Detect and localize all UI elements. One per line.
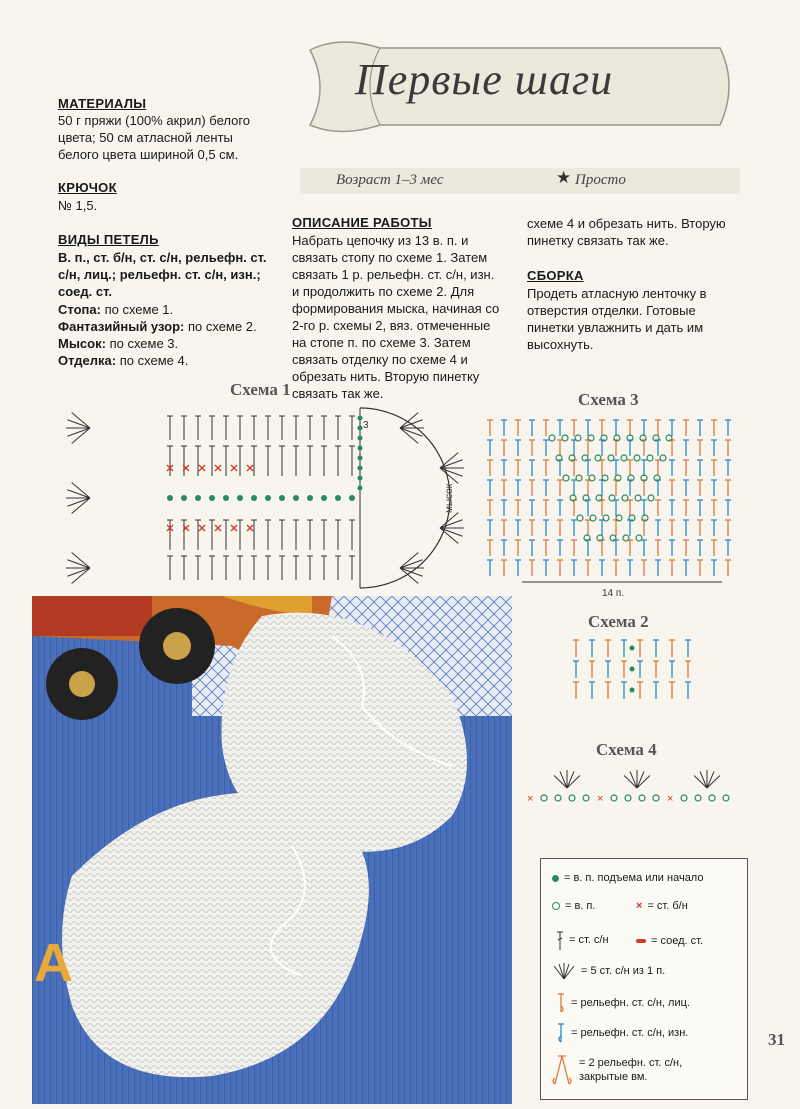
chain-circle <box>563 475 569 481</box>
chain-circle <box>589 475 595 481</box>
legend-row <box>556 1022 688 1044</box>
chain-dot <box>167 495 173 501</box>
chain-circle <box>549 435 555 441</box>
back-post-icon <box>556 1022 566 1044</box>
fan-stitch <box>72 428 90 443</box>
chain-dot <box>293 495 299 501</box>
fan-stitch <box>400 568 418 583</box>
fan-stitch <box>700 771 707 788</box>
stitches-text: В. п., ст. б/н, ст. с/н, рельефн. ст. с/н, лиц.; рельефн. ст. с/н, изн.; соед. ст. <box>58 250 267 299</box>
booties-illustration <box>32 596 512 1104</box>
fan-stitch <box>637 771 644 788</box>
chain-dot <box>251 495 257 501</box>
chain-circle <box>639 795 645 801</box>
fan-stitch <box>630 771 637 788</box>
legend-text: = соед. ст. <box>651 935 704 947</box>
closed-post-icon <box>550 1054 574 1088</box>
svg-text:A: A <box>34 933 73 993</box>
description-heading: ОПИСАНИЕ РАБОТЫ <box>292 215 432 230</box>
fan-stitch <box>560 771 567 788</box>
fan-stitch <box>67 428 90 436</box>
fan-stitch <box>567 771 574 788</box>
chain-dot <box>265 495 271 501</box>
legend-text: = рельефн. ст. с/н, лиц. <box>571 997 690 1009</box>
chain-circle <box>583 795 589 801</box>
stitch-line-value: по схеме 4. <box>119 353 189 368</box>
stitch-line-label: Фантазийный узор: <box>58 319 185 334</box>
stitch-line-2 <box>58 318 257 335</box>
chain-dot <box>209 495 215 501</box>
legend-text: = ст. б/н <box>647 900 688 912</box>
stitch-line-label: Стопа: <box>58 302 101 317</box>
chain-circle <box>623 535 629 541</box>
fan-stitch <box>67 498 90 506</box>
fan-stitch <box>67 420 90 428</box>
legend-row <box>556 992 690 1014</box>
fan-stitch <box>72 568 90 583</box>
stitch-line-label: Мысок: <box>58 336 106 351</box>
scheme-4-title: Схема 4 <box>596 740 657 759</box>
stitch-line-value: по схеме 1. <box>104 302 174 317</box>
chain-circle <box>576 475 582 481</box>
chain-dot <box>237 495 243 501</box>
materials-text: 50 г пряжи (100% акрил) белого цвета; 50 см атласной ленты белого цвета шириной 0,5 см. <box>58 113 251 162</box>
fan-stitch <box>400 560 423 568</box>
legend-text: = рельефн. ст. с/н, изн. <box>571 1027 689 1039</box>
chain-dot <box>358 476 363 481</box>
chain-dot <box>335 495 341 501</box>
chain-dot <box>358 456 363 461</box>
difficulty-label: Просто <box>575 172 626 188</box>
fan-stitch <box>440 453 458 468</box>
chain-circle <box>653 795 659 801</box>
chain-dot <box>358 436 363 441</box>
fan-stitch <box>637 775 650 788</box>
legend-row <box>552 962 665 980</box>
chain-dot <box>630 688 635 693</box>
legend-text: = 2 рельефн. ст. с/н, закрытые вм. <box>579 1057 683 1083</box>
slip-icon <box>636 939 646 943</box>
fan-stitch <box>72 413 90 428</box>
chain-circle <box>660 455 666 461</box>
chain-dot <box>181 495 187 501</box>
chain-circle <box>625 795 631 801</box>
chain-circle <box>608 455 614 461</box>
stitch-line-value: по схеме 2. <box>187 319 257 334</box>
chain-circle <box>622 495 628 501</box>
booties-photo <box>32 596 512 1104</box>
fan-stitch <box>694 775 707 788</box>
chain-dot <box>279 495 285 501</box>
chain-circle <box>695 795 701 801</box>
chain-circle <box>611 795 617 801</box>
chain-dot <box>358 486 363 491</box>
stitch-line-3 <box>58 335 178 352</box>
legend-text: = 5 ст. с/н из 1 п. <box>581 965 666 977</box>
show-through-text <box>58 28 288 98</box>
stitch-line-4 <box>58 352 188 369</box>
chain-dot <box>630 646 635 651</box>
front-post-icon <box>556 992 566 1014</box>
fan-stitch <box>400 553 418 568</box>
fan-stitch <box>67 568 90 576</box>
scheme-1-mark: 3 <box>363 420 369 431</box>
chain-circle <box>709 795 715 801</box>
assembly-text: Продеть атласную ленточку в отверстия отделки. Готовые пинетки увлажнить и дать им высохнуть. <box>527 286 707 352</box>
fan-stitch <box>707 771 714 788</box>
chain-circle <box>634 455 640 461</box>
fan-stitch <box>624 775 637 788</box>
fan-stitch <box>707 775 720 788</box>
title-banner <box>300 30 740 135</box>
fan-stitch <box>554 775 567 788</box>
fan-stitch <box>440 468 463 476</box>
chain-dot <box>358 426 363 431</box>
stitches-heading: ВИДЫ ПЕТЕЛЬ <box>58 232 159 247</box>
description-text: Набрать цепочку из 13 в. п. и связать стопу по схеме 1. Затем связать 1 р. рельефн. ст. с/н, изн. и продолжить по схеме 2. Для формирования мыска, начиная со 2-го р. схемы 2, вяз. отмеченные на стопе п. по схеме 3. Затем связать отделку по схеме 4 и обрезать нить. Вторую пинетку связать так же. <box>292 233 500 401</box>
chain-circle <box>595 455 601 461</box>
chain-circle <box>562 435 568 441</box>
page-title: Первые шаги <box>355 55 614 104</box>
chain-circle <box>603 515 609 521</box>
legend-row <box>636 935 703 947</box>
chain-circle <box>681 795 687 801</box>
scheme-3-diagram <box>482 410 742 600</box>
fan-stitch <box>67 560 90 568</box>
chain-dot <box>349 495 355 501</box>
legend-row <box>550 1054 724 1088</box>
chain-dot <box>223 495 229 501</box>
chain-circle <box>723 795 729 801</box>
fan-stitch <box>400 428 423 436</box>
fan-stitch <box>72 483 90 498</box>
chain-circle <box>575 435 581 441</box>
chain-dot <box>358 416 363 421</box>
chain-circle <box>577 515 583 521</box>
scheme-3-title: Схема 3 <box>578 390 639 409</box>
legend-text: = в. п. <box>565 900 596 912</box>
fan-stitch <box>440 513 458 528</box>
chain-dot <box>307 495 313 501</box>
fan-stitch <box>72 553 90 568</box>
fan-stitch <box>72 498 90 513</box>
hook-text: № 1,5. <box>58 198 98 213</box>
sc-cross: × <box>597 793 604 805</box>
chain-circle <box>621 455 627 461</box>
legend-text: = в. п. подъема или начало <box>564 872 704 884</box>
fan-stitch <box>400 413 418 428</box>
hook-heading: КРЮЧОК <box>58 180 117 195</box>
cross-icon: × <box>636 900 643 912</box>
stitch-line-1 <box>58 301 173 318</box>
scheme-1-title: Схема 1 <box>230 380 291 399</box>
sc-cross: × <box>527 793 534 805</box>
fan-stitch <box>400 568 423 576</box>
circle-icon <box>552 902 560 910</box>
fan-icon <box>552 962 576 980</box>
sc-cross: × <box>667 793 674 805</box>
age-label: Возраст 1–3 мес <box>336 172 444 188</box>
chain-circle <box>647 455 653 461</box>
chain-dot <box>321 495 327 501</box>
chain-circle <box>555 795 561 801</box>
page-number: 31 <box>768 1030 785 1049</box>
chain-dot <box>358 466 363 471</box>
chain-circle <box>590 515 596 521</box>
scheme-4-diagram <box>522 762 747 807</box>
star-icon: ★ <box>556 168 572 187</box>
legend-row <box>556 930 609 950</box>
chain-dot <box>195 495 201 501</box>
chain-circle <box>609 495 615 501</box>
fan-stitch <box>440 468 458 483</box>
description-continued: схеме 4 и обрезать нить. Вторую пинетку связать так же. <box>527 216 726 248</box>
chain-circle <box>635 495 641 501</box>
chain-circle <box>541 795 547 801</box>
fan-stitch <box>440 520 463 528</box>
scheme-1-diagram <box>60 398 480 598</box>
fan-stitch <box>440 528 458 543</box>
fan-stitch <box>400 420 423 428</box>
fan-stitch <box>400 428 418 443</box>
chain-circle <box>636 535 642 541</box>
scheme-3-count: 14 п. <box>602 588 625 599</box>
chain-dot <box>358 446 363 451</box>
legend-row <box>636 900 688 912</box>
stitch-line-value: по схеме 3. <box>109 336 179 351</box>
legend-text: = ст. с/н <box>569 934 609 946</box>
materials-heading: МАТЕРИАЛЫ <box>58 96 147 111</box>
legend-row <box>552 900 595 912</box>
stitch-line-label: Отделка: <box>58 353 117 368</box>
scheme-2-title: Схема 2 <box>588 612 649 631</box>
dot-icon <box>552 875 559 882</box>
chain-circle <box>569 795 575 801</box>
assembly-heading: СБОРКА <box>527 268 584 283</box>
fan-stitch <box>67 490 90 498</box>
chain-circle <box>648 495 654 501</box>
fan-stitch <box>567 775 580 788</box>
chain-dot <box>630 667 635 672</box>
toe-label: мысок <box>444 483 455 513</box>
legend-row <box>552 872 703 884</box>
scheme-2-diagram <box>568 636 718 704</box>
dc-icon <box>556 930 564 950</box>
